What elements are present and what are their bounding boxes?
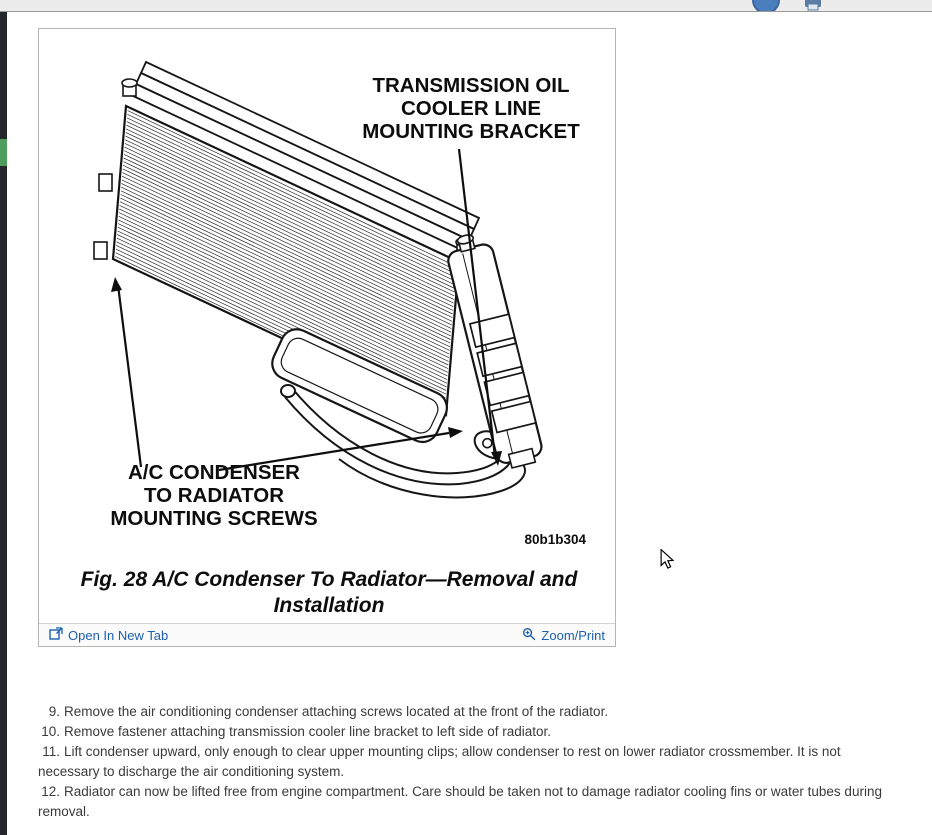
step-text: Lift condenser upward, only enough to clear upper mounting clips; allow condenser to rest on lower radiator crossmember. It is not necessary to discharge the air conditioning system.	[38, 744, 841, 779]
figure-caption-line1: Fig. 28 A/C Condenser To Radiator—Removal and	[80, 568, 578, 591]
step-number: 9.	[48, 704, 60, 719]
label-transmission-line2: COOLER LINE	[400, 97, 542, 120]
zoom-icon	[522, 627, 536, 644]
callout-line-ac-left	[118, 285, 141, 467]
step-text: Remove the air conditioning condenser attaching screws located at the front of the radiator.	[64, 704, 609, 719]
label-ac-line1: A/C CONDENSER	[128, 461, 300, 484]
figure-caption-line2: Installation	[273, 594, 385, 617]
label-transmission-line3: MOUNTING BRACKET	[362, 120, 580, 143]
step-number: 12.	[41, 784, 60, 799]
step-10	[38, 722, 894, 742]
label-ac-line2: TO RADIATOR	[143, 484, 285, 507]
part-number: 80b1b304	[524, 532, 586, 547]
technical-illustration	[39, 29, 615, 623]
step-11	[38, 742, 894, 782]
step-9	[38, 702, 894, 722]
zoom-print-link[interactable]	[522, 627, 605, 644]
step-text: Radiator can now be lifted free from engine compartment. Care should be taken not to damage radiator cooling fins or water tubes during removal.	[38, 784, 882, 819]
step-12	[38, 782, 894, 822]
top-toolbar	[0, 0, 932, 12]
left-scrollbar[interactable]	[0, 12, 7, 835]
instruction-steps	[38, 702, 894, 822]
open-in-new-tab-link[interactable]	[49, 627, 168, 643]
label-transmission-line1: TRANSMISSION OIL	[372, 74, 570, 97]
left-mounting-clips	[94, 174, 112, 259]
condenser-radiator-drawing	[39, 29, 615, 623]
step-text: Remove fastener attaching transmission cooler line bracket to left side of radiator.	[64, 724, 551, 739]
user-avatar-icon[interactable]	[752, 0, 780, 12]
open-in-new-tab-icon	[49, 627, 63, 643]
label-ac-line3: MOUNTING SCREWS	[110, 507, 318, 530]
step-number: 11.	[42, 744, 60, 759]
figure-panel	[38, 28, 616, 647]
mouse-cursor	[660, 549, 674, 574]
zoom-print-label: Zoom/Print	[541, 627, 605, 643]
step-number: 10.	[41, 724, 60, 739]
figure-toolbar	[39, 623, 615, 646]
scroll-position-marker[interactable]	[0, 139, 7, 166]
open-in-new-tab-label: Open In New Tab	[68, 627, 169, 643]
print-icon[interactable]	[804, 0, 822, 12]
